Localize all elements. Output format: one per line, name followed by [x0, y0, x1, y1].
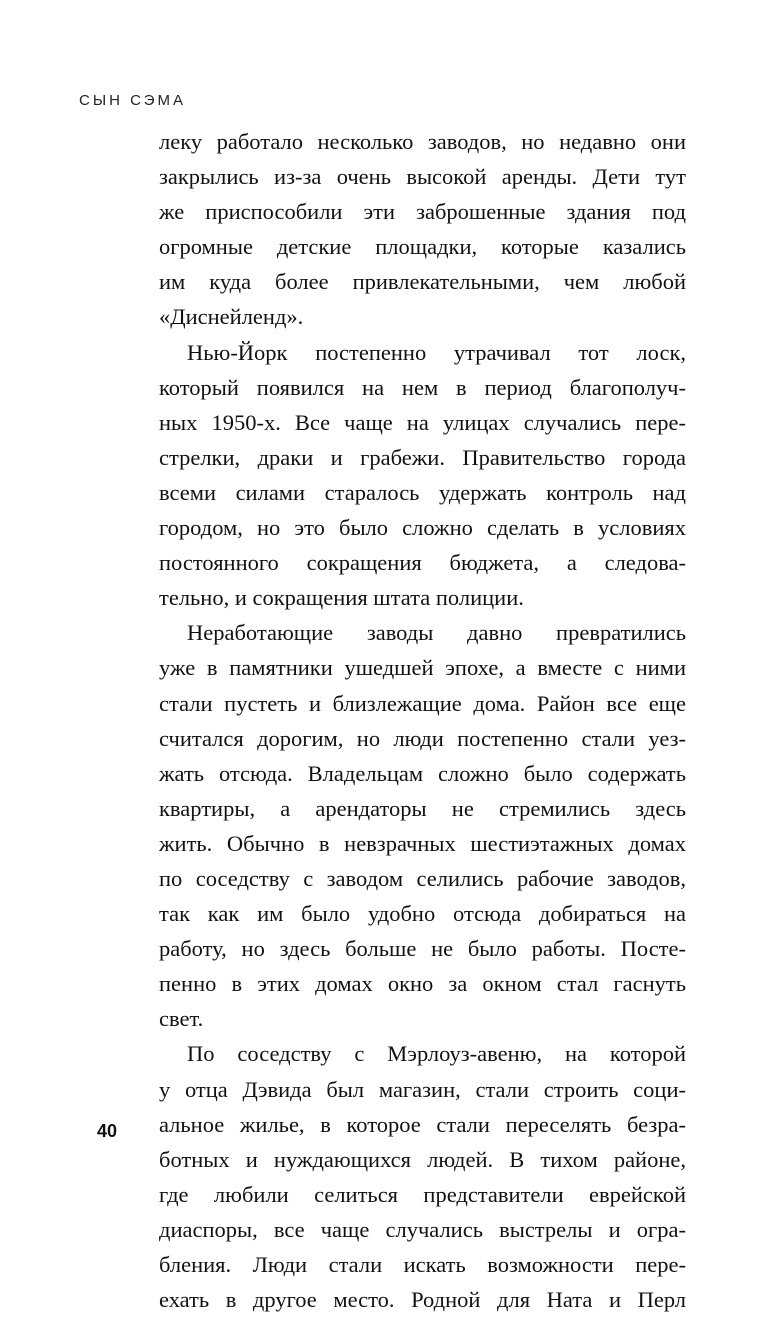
- text-line: который появился на нем в период благополуч-: [159, 374, 686, 400]
- text-line: «Диснейленд».: [159, 304, 304, 330]
- text-line: диаспоры, все чаще случались выстрелы и огра-: [159, 1216, 686, 1242]
- body-text: [159, 124, 686, 1317]
- text-line: стрелки, драки и грабежи. Правительство города: [159, 444, 686, 470]
- running-head-title: СЫН СЭМА: [79, 92, 187, 109]
- text-line: городом, но это было сложно сделать в условиях: [159, 515, 686, 541]
- text-line: жать отсюда. Владельцам сложно было содержать: [159, 760, 686, 786]
- text-line: у отца Дэвида был магазин, стали строить соци-: [159, 1076, 686, 1102]
- text-line: постоянного сокращения бюджета, а следова-: [159, 550, 686, 576]
- text-line: закрылись из-за очень высокой аренды. Дети тут: [159, 164, 686, 190]
- text-line: огромные детские площадки, которые казались: [159, 234, 686, 260]
- text-line: тельно, и сокращения штата полиции.: [159, 585, 524, 611]
- text-line: По соседству с Мэрлоуз-авеню, на которой: [187, 1041, 686, 1067]
- page-number: 40: [97, 1121, 118, 1141]
- text-line: свет.: [159, 1006, 204, 1032]
- text-line: же приспособили эти заброшенные здания под: [159, 199, 686, 225]
- text-line: ных 1950-х. Все чаще на улицах случались пере-: [159, 409, 686, 435]
- text-line: им куда более привлекательными, чем любой: [159, 269, 686, 295]
- text-line: стали пустеть и близлежащие дома. Район все еще: [159, 690, 686, 716]
- text-line: альное жилье, в которое стали переселять безра-: [159, 1111, 686, 1137]
- text-line: считался дорогим, но люди постепенно стали уез-: [159, 725, 686, 751]
- text-line: по соседству с заводом селились рабочие заводов,: [159, 865, 686, 891]
- text-line: бления. Люди стали искать возможности пере-: [159, 1252, 686, 1277]
- text-line: леку работало несколько заводов, но недавно они: [159, 129, 686, 154]
- text-line: работу, но здесь больше не было работы. Посте-: [159, 936, 686, 962]
- text-line: жить. Обычно в невзрачных шестиэтажных домах: [159, 830, 686, 856]
- text-line: пенно в этих домах окно за окном стал гаснуть: [159, 971, 686, 997]
- text-line: ехать в другое место. Родной для Ната и Перл: [159, 1287, 686, 1313]
- text-line: ботных и нуждающихся людей. В тихом районе,: [159, 1146, 686, 1172]
- text-line: где любили селиться представители еврейской: [159, 1181, 686, 1207]
- text-line: уже в памятники ушедшей эпохе, а вместе с ними: [159, 655, 686, 681]
- text-line: Нью-Йорк постепенно утрачивал тот лоск,: [187, 339, 686, 365]
- text-line: квартиры, а арендаторы не стремились здесь: [159, 795, 686, 821]
- text-line: Неработающие заводы давно превратились: [187, 620, 686, 646]
- text-line: всеми силами старалось удержать контроль над: [159, 479, 686, 505]
- text-line: так как им было удобно отсюда добираться на: [159, 901, 686, 927]
